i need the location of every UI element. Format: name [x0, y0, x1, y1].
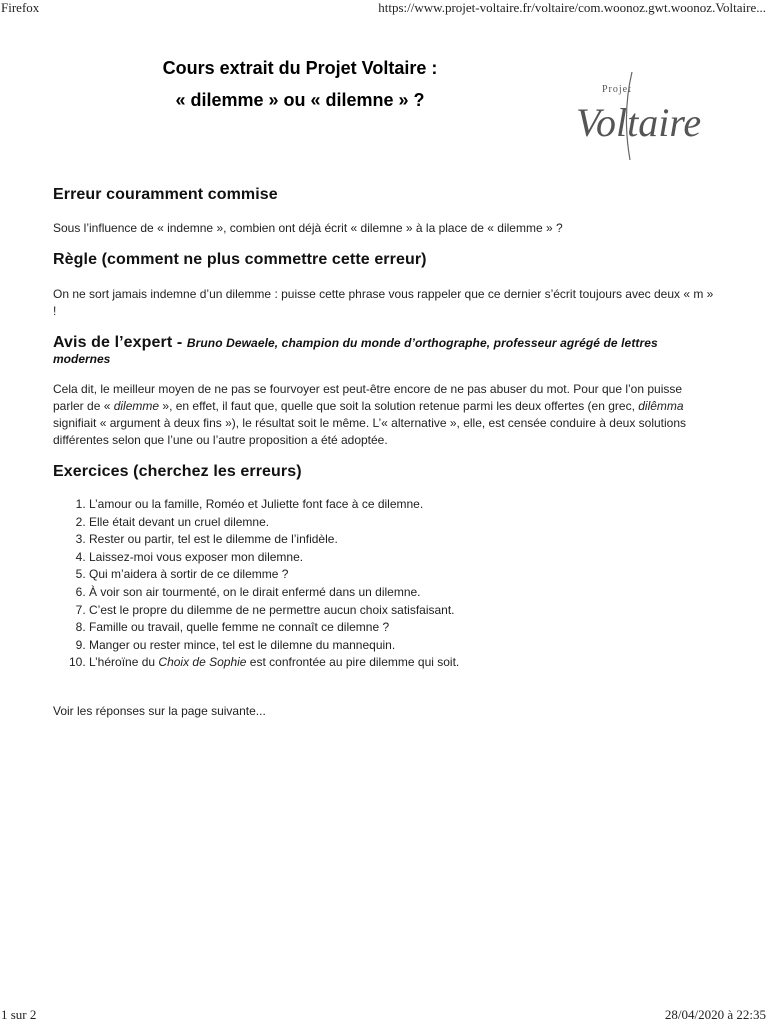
list-item: 3. Rester ou partir, tel est le dilemme de l’infidèle.	[89, 531, 715, 549]
list-item: 10. L’héroïne du Choix de Sophie est confrontée au pire dilemme qui soit.	[89, 654, 715, 672]
expert-title-continued: modernes	[53, 352, 111, 366]
list-item: 1. L’amour ou la famille, Roméo et Juliette font face à ce dilemne.	[89, 496, 715, 514]
course-content	[53, 186, 715, 718]
print-header-url: https://www.projet-voltaire.fr/voltaire/com.woonoz.gwt.woonoz.Voltaire...	[378, 0, 766, 15]
exercise-list	[53, 496, 715, 672]
projet-voltaire-logo	[572, 64, 708, 164]
list-item: 6. À voir son air tourmenté, on le dirait enfermé dans un dilemne.	[89, 584, 715, 602]
heading-avis	[53, 334, 715, 352]
list-item: 9. Manger ou rester mince, tel est le dilemne du mannequin.	[89, 637, 715, 655]
text-avis: Cela dit, le meilleur moyen de ne pas se fourvoyer est peut-être encore de ne pas abuser du mot. Pour que l’on puisse parler de « dilemme », en effet, il faut que, quelle que soit la solution retenue parmi les deux offertes (en grec, dilêmma signifiait « argument à deux fins »), le résultat soit le même. L’« alternative », elle, est censée conduire à deux solutions différentes selon que l’une ou l’autre proposition a été adoptée.	[53, 382, 687, 447]
list-item: 4. Laissez-moi vous exposer mon dilemne.	[89, 549, 715, 567]
heading-avis-label: Avis de l’expert -	[53, 334, 187, 351]
list-item: 8. Famille ou travail, quelle femme ne connaît ce dilemne ?	[89, 619, 715, 637]
heading-exercices: Exercices (cherchez les erreurs)	[53, 463, 302, 480]
list-item: 5. Qui m’aidera à sortir de ce dilemme ?	[89, 566, 715, 584]
expert-name: Bruno Dewaele, champion du monde d’orthographe, professeur agrégé de lettres	[186, 336, 658, 350]
heading-regle: Règle (comment ne plus commettre cette erreur)	[53, 251, 427, 268]
next-page-note: Voir les réponses sur la page suivante...	[53, 703, 266, 718]
page-title-line1: Cours extrait du Projet Voltaire :	[162, 58, 438, 78]
list-item: 7. C’est le propre du dilemme de ne permettre aucun choix satisfaisant.	[89, 602, 715, 620]
list-item: 2. Elle était devant un cruel dilemne.	[89, 514, 715, 532]
text-regle: On ne sort jamais indemne d’un dilemme : puisse cette phrase vous rappeler que ce dernier s’écrit toujours avec deux « m » !	[53, 287, 714, 318]
logo-main-text: Voltaire	[576, 100, 702, 145]
print-footer-date: 28/04/2020 à 22:35	[664, 1007, 766, 1022]
text-erreur: Sous l’influence de « indemne », combien ont déjà écrit « dilemne » à la place de « dilemme » ?	[53, 221, 563, 235]
logo-top-text: Projet	[602, 84, 632, 95]
heading-erreur: Erreur couramment commise	[53, 186, 278, 203]
print-footer-page: 1 sur 2	[1, 1007, 37, 1022]
page-title-line2: « dilemme » ou « dilemne » ?	[175, 90, 425, 110]
print-header-app: Firefox	[1, 0, 40, 15]
